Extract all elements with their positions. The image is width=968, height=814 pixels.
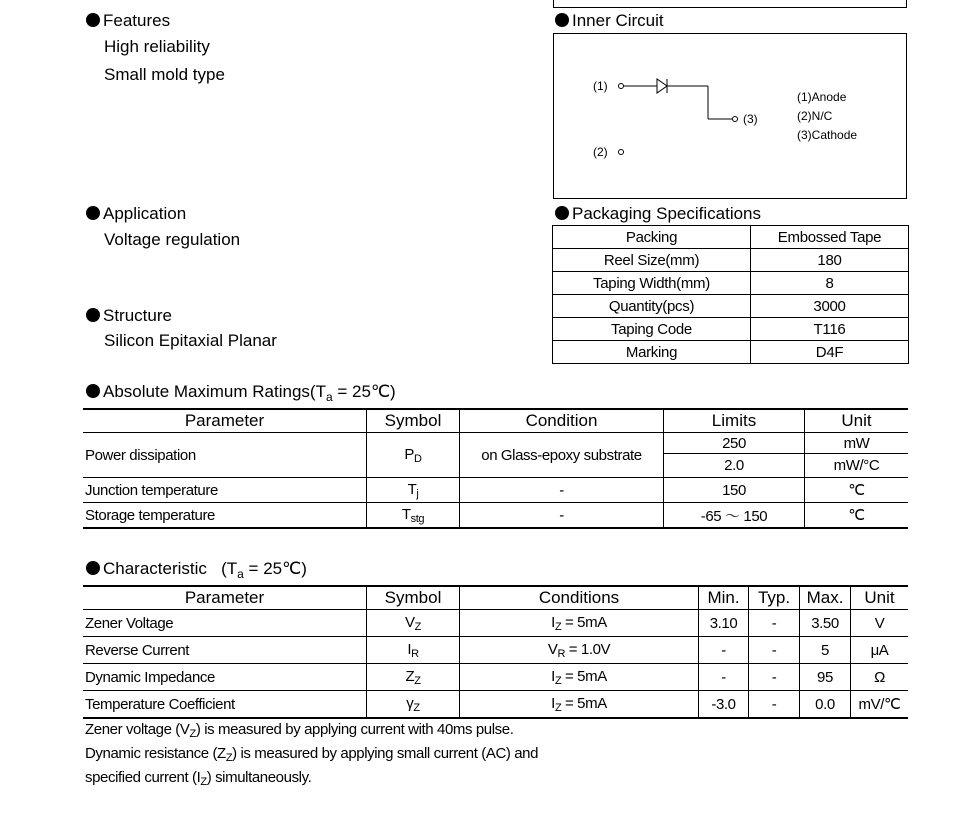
table-row: Dynamic Impedance $Z_Z$ $I_Z = 5mA$ - - 95 Ω xyxy=(83,664,908,691)
pin2-label: (2) xyxy=(593,145,608,159)
characteristic-title: Characteristic ($T_a$ = 25℃) xyxy=(86,559,307,581)
table-row: Zener Voltage $V_Z$ $I_Z = 5mA$ 3.10 - 3.50 V xyxy=(83,610,908,637)
pin3-label: (3) xyxy=(743,112,758,126)
table-row: Quantity(pcs) 3000 xyxy=(553,295,909,318)
bullet-icon xyxy=(86,561,100,575)
packaging-table xyxy=(552,225,909,364)
table-row: Power dissipation $P_D$ on Glass-epoxy substrate 250 mW xyxy=(83,433,908,454)
note-zener-voltage: Zener voltage $(V_Z)$ is measured by applying current with 40ms pulse. xyxy=(85,721,514,740)
inner-circuit-diagram xyxy=(553,33,907,199)
table-row: Storage temperature $T_{stg}$ - -65 ～ 150 ℃ xyxy=(83,503,908,529)
diode-icon xyxy=(657,79,667,93)
bullet-icon xyxy=(86,13,100,27)
table-row: Taping Code T116 xyxy=(553,318,909,341)
packaging-title: Packaging Specifications xyxy=(555,204,761,224)
pin-legend-anode: (1)Anode xyxy=(797,90,847,104)
pin1-label: (1) xyxy=(593,79,608,93)
characteristic-table xyxy=(83,585,908,719)
structure-item: Silicon Epitaxial Planar xyxy=(104,331,277,350)
table-row: Marking D4F xyxy=(553,341,909,364)
circuit-schematic xyxy=(554,34,906,198)
bullet-icon xyxy=(86,384,100,398)
table-row: 2.0 mW/°C xyxy=(83,454,908,478)
pin-legend-nc: (2)N/C xyxy=(797,109,833,123)
table-header: Parameter Symbol Condition Limits Unit xyxy=(83,409,908,433)
table-row: Reel Size(mm) 180 xyxy=(553,249,909,272)
structure-title: Structure xyxy=(86,306,172,326)
table-row: Taping Width(mm) 8 xyxy=(553,272,909,295)
pin-legend-cathode: (3)Cathode xyxy=(797,128,858,142)
abs-max-table xyxy=(83,408,908,529)
application-item: Voltage regulation xyxy=(104,230,241,249)
inner-circuit-title: Inner Circuit xyxy=(555,11,664,31)
features-title: Features xyxy=(86,11,170,31)
table-header: Parameter Symbol Conditions Min. Typ. Max. Unit xyxy=(83,586,908,610)
table-row: Junction temperature $T_j$ - 150 ℃ xyxy=(83,478,908,503)
bullet-icon xyxy=(555,206,569,220)
application-title: Application xyxy=(86,204,186,224)
bullet-icon xyxy=(86,206,100,220)
feature-item: Small mold type xyxy=(104,65,225,84)
note-dynamic-resistance: Dynamic resistance $(Z_Z)$ is measured by applying small current (AC) and xyxy=(85,745,539,764)
table-row: Packing Embossed Tape xyxy=(553,226,909,249)
top-partial-frame xyxy=(553,0,907,8)
bullet-icon xyxy=(555,13,569,27)
feature-item: High reliability xyxy=(104,37,210,56)
abs-max-title: Absolute Maximum $Ratings(T_a$ = 25℃) xyxy=(86,382,396,404)
bullet-icon xyxy=(86,308,100,322)
table-row: Temperature Coefficient $\gamma_Z$ $I_Z = 5mA$ -3.0 - 0.0 mV/℃ xyxy=(83,691,908,719)
note-specified-current: specified current $(I_Z)$ simultaneously. xyxy=(85,769,312,788)
table-row: Reverse Current $I_R$ $V_R = 1.0V$ - - 5 μA xyxy=(83,637,908,664)
